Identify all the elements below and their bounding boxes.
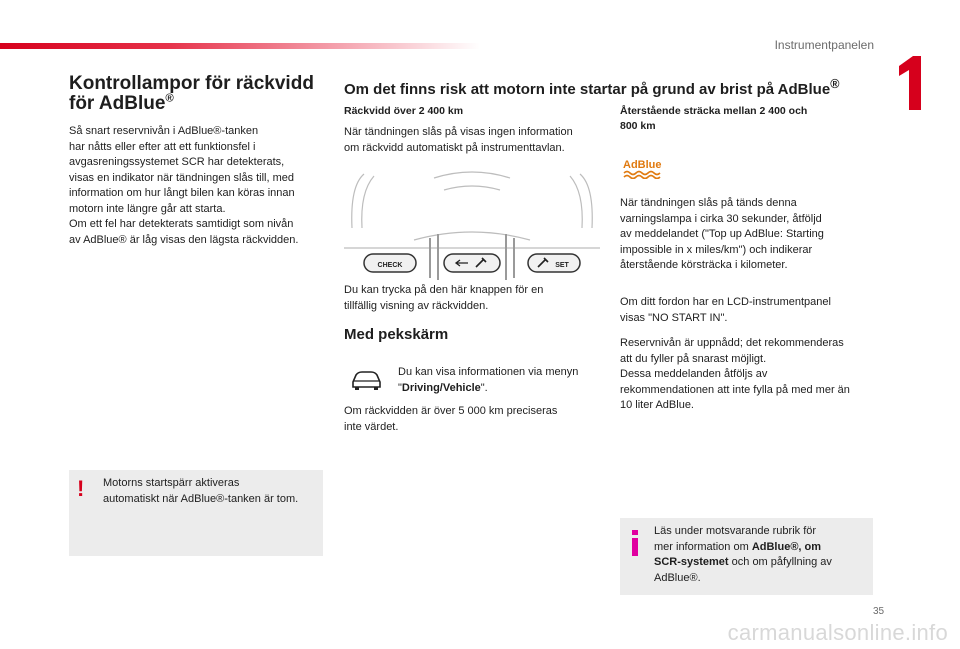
range-heading: Räckvidd över 2 400 km — [344, 105, 464, 117]
watermark: carmanualsonline.info — [727, 620, 948, 645]
header-accent-bar — [0, 43, 480, 49]
info-text — [654, 524, 866, 586]
check-button-label: CHECK — [377, 262, 403, 269]
warning-line: Motorns startspärr aktiveras — [103, 477, 240, 489]
warning-text — [103, 476, 319, 507]
page-number: 35 — [873, 606, 885, 617]
info-line: Läs under motsvarande rubrik för — [654, 525, 817, 537]
left-body-line: motorn inte längre går att starta. — [69, 202, 226, 215]
touchscreen-line: Du kan visa informationen via menyn — [398, 366, 579, 378]
reserve-line: Reservnivån är uppnådd; det rekommenderas — [620, 337, 844, 349]
touchscreen-text — [398, 365, 608, 396]
left-body-line: information om hur långt bilen kan köras innan — [69, 187, 295, 199]
info-line3-text: och om påfyllning av — [728, 556, 832, 568]
reserve-text — [620, 336, 872, 414]
reserve-line: Dessa meddelanden åtföljs av — [620, 368, 768, 380]
button-caption — [344, 283, 604, 314]
precise-line: inte värdet. — [344, 420, 399, 433]
remaining-heading-line: 800 km — [620, 120, 656, 132]
info-line: AdBlue®. — [654, 571, 701, 584]
remaining-heading-line: Återstående sträcka mellan 2 400 och — [620, 105, 808, 117]
lcd-text — [620, 295, 872, 326]
range-line: om räckvidd automatiskt på instrumenttavlan. — [344, 141, 565, 154]
lamp-line: varningslampa i cirka 30 sekunder, åtföljd — [620, 212, 822, 225]
range-line: När tändningen slås på visas ingen information — [344, 126, 573, 138]
warning-exclamation-icon: ! — [77, 476, 85, 501]
middle-title-text: Om det finns risk att motorn inte startar på grund av brist på AdBlue — [344, 81, 831, 98]
left-body-line: av AdBlue® är låg visas den lägsta räckvidden. — [69, 233, 299, 246]
driving-vehicle-menu: Driving/Vehicle — [401, 381, 481, 394]
left-body-line: har nåtts eller efter att ett funktionsfel i — [69, 140, 256, 153]
adblue-logo-text: AdBlue — [623, 159, 662, 171]
check-button — [364, 254, 416, 272]
range-section — [344, 104, 604, 156]
left-body-line: Så snart reservnivån i AdBlue®-tanken — [69, 125, 259, 137]
reserve-line: 10 liter AdBlue. — [620, 399, 694, 411]
set-button — [528, 254, 580, 272]
reserve-line: rekommendationen att inte fylla på med mer än — [620, 383, 850, 396]
left-title-line2: för AdBlue — [69, 93, 166, 114]
lamp-line: återstående körsträcka i kilometer. — [620, 259, 788, 271]
left-body-line: visas en indikator när tändningen slås till, med — [69, 171, 295, 184]
left-title-reg: ® — [165, 92, 174, 105]
reserve-line: att du fyller på snarast möjligt. — [620, 352, 767, 365]
lcd-line: visas "NO START IN". — [620, 311, 728, 324]
set-button-label: SET — [555, 262, 569, 269]
left-title — [69, 74, 329, 114]
instrument-cluster-illustration — [344, 168, 600, 286]
info-icon — [630, 530, 640, 556]
info-line — [654, 540, 866, 556]
info-box — [620, 518, 873, 595]
menu-quote-close: ". — [480, 381, 488, 394]
precise-text — [344, 404, 604, 435]
button-caption-line: tillfällig visning av räckvidden. — [344, 299, 489, 312]
car-icon — [350, 368, 382, 390]
range-display-button — [444, 254, 500, 272]
warning-line: automatiskt när AdBlue®-tanken är tom. — [103, 492, 299, 505]
left-body-line: Om ett fel har detekterats samtidigt som nivån — [69, 218, 294, 230]
middle-title-reg: ® — [830, 77, 840, 91]
precise-line: Om räckvidden är över 5 000 km preciseras — [344, 405, 558, 417]
info-line — [654, 555, 866, 571]
lamp-text — [620, 196, 872, 274]
button-caption-line: Du kan trycka på den här knappen för en — [344, 284, 544, 296]
chapter-number — [893, 56, 923, 110]
info-line2-text: mer information om — [654, 540, 752, 553]
info-adblue-ref: AdBlue®, om — [751, 540, 822, 553]
lamp-line: av meddelandet ("Top up AdBlue: Starting — [620, 228, 824, 240]
left-body-line: avgasreningssystemet SCR har detekterats, — [69, 156, 285, 168]
lamp-line: När tändningen slås på tänds denna — [620, 197, 797, 209]
left-body — [69, 124, 321, 248]
middle-title — [344, 77, 839, 98]
lcd-line: Om ditt fordon har en LCD-instrumentpanel — [620, 296, 831, 308]
section-name: Instrumentpanelen — [774, 38, 874, 52]
remaining-range-heading — [620, 104, 872, 134]
info-scr-ref: SCR-systemet — [654, 556, 729, 568]
menu-quote-open: " — [398, 381, 402, 394]
adblue-warning-lamp-icon — [622, 157, 666, 179]
lamp-line: impossible in x miles/km") och indikerar — [620, 243, 813, 256]
warning-box — [69, 470, 323, 556]
left-title-line1: Kontrollampor för räckvidd — [69, 73, 314, 94]
touchscreen-heading: Med pekskärm — [344, 326, 449, 343]
touchscreen-menu-line — [398, 381, 608, 397]
